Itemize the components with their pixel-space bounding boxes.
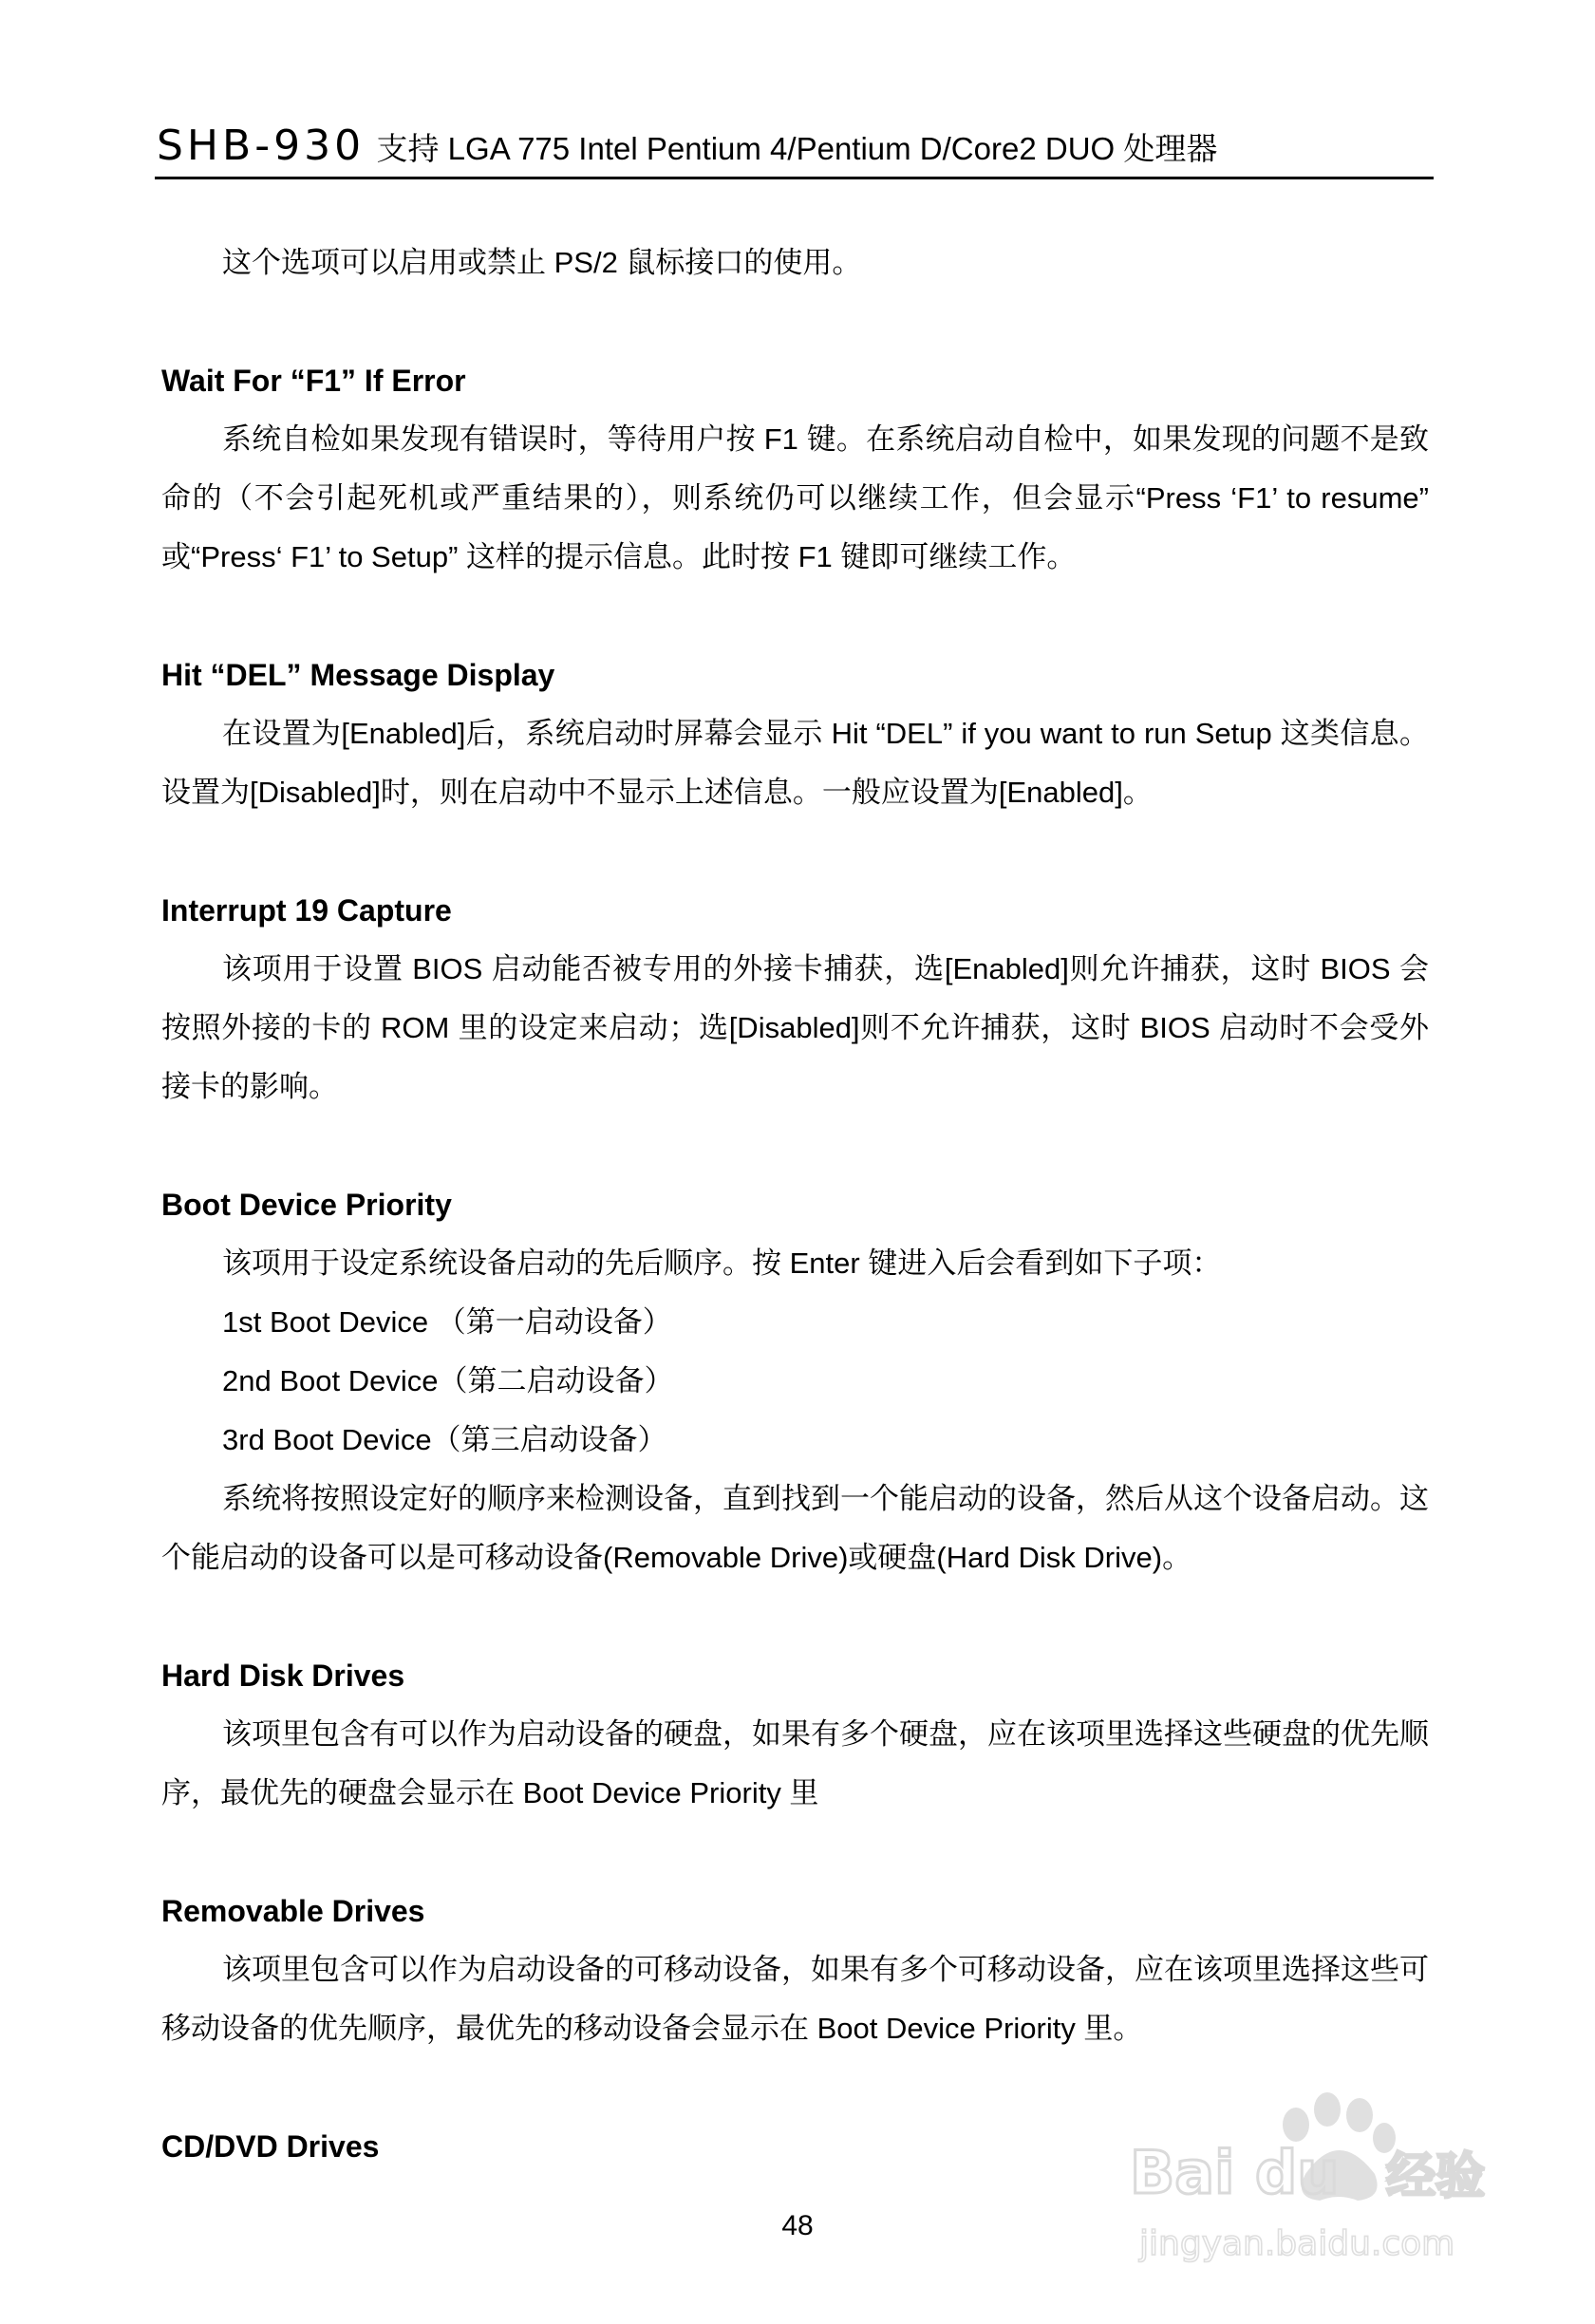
section-hard-disk-drives: [161, 1646, 1429, 1823]
section-heading: Hit “DEL” Message Display: [161, 658, 555, 692]
list-item: 3rd Boot Device（第三启动设备）: [222, 1423, 667, 1456]
section-heading: Removable Drives: [161, 1894, 425, 1928]
svg-text:经验: 经验: [1386, 2148, 1486, 2205]
intro-paragraph: 这个选项可以启用或禁止 PS/2 鼠标接口的使用。: [222, 246, 862, 279]
section-heading: Hard Disk Drives: [161, 1659, 405, 1693]
section-body: 在设置为[Enabled]后，系统启动时屏幕会显示 Hit “DEL” if you want to run Setup 这类信息。设置为[Disabled]时，则在启动中不显示上述信息。一般应设置为[Enabled]。: [161, 717, 1429, 809]
section-heading: Interrupt 19 Capture: [161, 893, 452, 928]
page-number: 48: [781, 2210, 814, 2241]
section-body: 系统自检如果发现有错误时，等待用户按 F1 键。在系统启动自检中，如果发现的问题不是致命的（不会引起死机或严重结果的），则系统仍可以继续工作，但会显示“Press ‘F1’ to resume” 或“Press‘ F1’ to Setup” 这样的提示信息。此时按 F1 键即可继续工作。: [161, 422, 1429, 573]
section-hit-del: [161, 646, 1429, 822]
header-subtitle: 支持 LGA 775 Intel Pentium 4/Pentium D/Core2 DUO 处理器: [376, 131, 1218, 166]
watermark-url: jingyan.baidu.com: [1139, 2224, 1455, 2263]
section-body-continued: 系统将按照设定好的顺序来检测设备，直到找到一个能启动的设备，然后从这个设备启动。这个能启动的设备可以是可移动设备(Removable Drive)或硬盘(Hard Disk Drive)。: [161, 1482, 1429, 1574]
section-heading: Wait For “F1” If Error: [161, 364, 466, 398]
section-body: 该项用于设定系统设备启动的先后顺序。按 Enter 键进入后会看到如下子项：: [222, 1246, 1222, 1280]
list-item: 1st Boot Device （第一启动设备）: [222, 1305, 672, 1339]
section-wait-f1: [161, 351, 1429, 587]
section-body: 该项里包含有可以作为启动设备的硬盘，如果有多个硬盘，应在该项里选择这些硬盘的优先顺序，最优先的硬盘会显示在 Boot Device Priority 里: [161, 1717, 1429, 1809]
section-removable-drives: [161, 1882, 1429, 2058]
section-interrupt-19: [161, 881, 1429, 1116]
section-body: 该项里包含可以作为启动设备的可移动设备，如果有多个可移动设备，应在该项里选择这些可移动设备的优先顺序，最优先的移动设备会显示在 Boot Device Priority 里。: [161, 1953, 1429, 2045]
section-body: 该项用于设置 BIOS 启动能否被专用的外接卡捕获，选[Enabled]则允许捕获，这时 BIOS 会按照外接的卡的 ROM 里的设定来启动；选[Disabled]则不允许捕获，这时 BIOS 启动时不会受外接卡的影响。: [161, 952, 1429, 1103]
header-rule: [155, 177, 1434, 179]
page-content: [161, 234, 1429, 2176]
model-name: SHB-930: [157, 122, 366, 170]
section-heading: Boot Device Priority: [161, 1188, 452, 1222]
list-item: 2nd Boot Device（第二启动设备）: [222, 1364, 674, 1397]
baidu-watermark-logo: [1130, 2070, 1510, 2278]
section-heading: CD/DVD Drives: [161, 2129, 380, 2164]
section-boot-device-priority: [161, 1175, 1429, 1587]
watermark-brand: Bai du: [1130, 2138, 1340, 2207]
page-header: [157, 122, 1434, 178]
